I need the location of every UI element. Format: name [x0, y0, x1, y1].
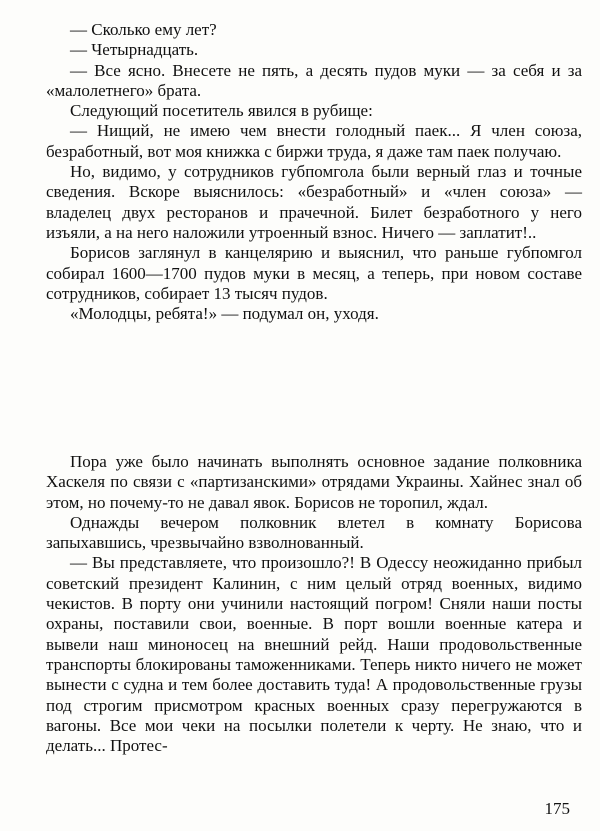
paragraph-next-visitor: Следующий посетитель явился в рубище: [70, 101, 373, 121]
paragraph-well-done: «Молодцы, ребята!» — подумал он, уходя. [70, 304, 379, 324]
paragraph-colonel-speech: — Вы представляете, что произошло?! В Одессу неожиданно прибыл советский президент Калинин, с ним целый отряд военных, видимо чекистов. В порту они учинили настоящий погром! Сняли наши посты охраны, поставили свои, военные. В порт вошли военные катера и вывели наш миноносец на внешний рейд. Наши продовольственные транспорты блокированы таможенниками. Теперь никто ничего не может вынести с судна и тем более доставить туда! А продовольственные грузы под строгим присмотром красных военных сразу перегружаются в вагоны. Все мои чеки на посылки полетели к черту. Не знаю, что и делать... Протес- [46, 553, 582, 756]
paragraph-dialogue-fourteen: — Четырнадцать. [70, 40, 199, 60]
text-block-top [46, 20, 582, 324]
page-number: 175 [544, 799, 570, 818]
text-block-bottom [46, 452, 582, 756]
paragraph-main-task: Пора уже было начинать выполнять основное задание полковника Хаскеля по связи с «партизанскими» отрядами Украины. Хайнес знал об этом, но почему-то не давал явок. Борисов не торопил, ждал. [46, 452, 582, 512]
paragraph-staff-information: Но, видимо, у сотрудников губпомгола были верный глаз и точные сведения. Вскоре выяснилось: «безработный» и «член союза» — владелец двух ресторанов и прачечной. Билет безработного у него изъяли, а на него наложили утроенный взнос. Ничего — заплатит!.. [46, 162, 582, 242]
paragraph-borisov-office: Борисов заглянул в канцелярию и выяснил, что раньше губпомгол собирал 1600—1700 пудов муки в месяц, а теперь, при новом составе сотрудников, собирает 13 тысяч пудов. [46, 243, 582, 303]
paragraph-dialogue-ten-poods: — Все ясно. Внесете не пять, а десять пудов муки — за себя и за «малолетнего» брата. [46, 60, 582, 100]
paragraph-dialogue-age-question: — Сколько ему лет? [70, 20, 217, 39]
paragraph-beggar-speech: — Нищий, не имею чем внести голодный паек... Я член союза, безработный, вот моя книжка с биржи труда, я даже там паек получаю. [46, 121, 582, 161]
paragraph-colonel-arrives: Однажды вечером полковник влетел в комнату Борисова запыхавшись, чрезвычайно взволнованный. [46, 512, 582, 553]
